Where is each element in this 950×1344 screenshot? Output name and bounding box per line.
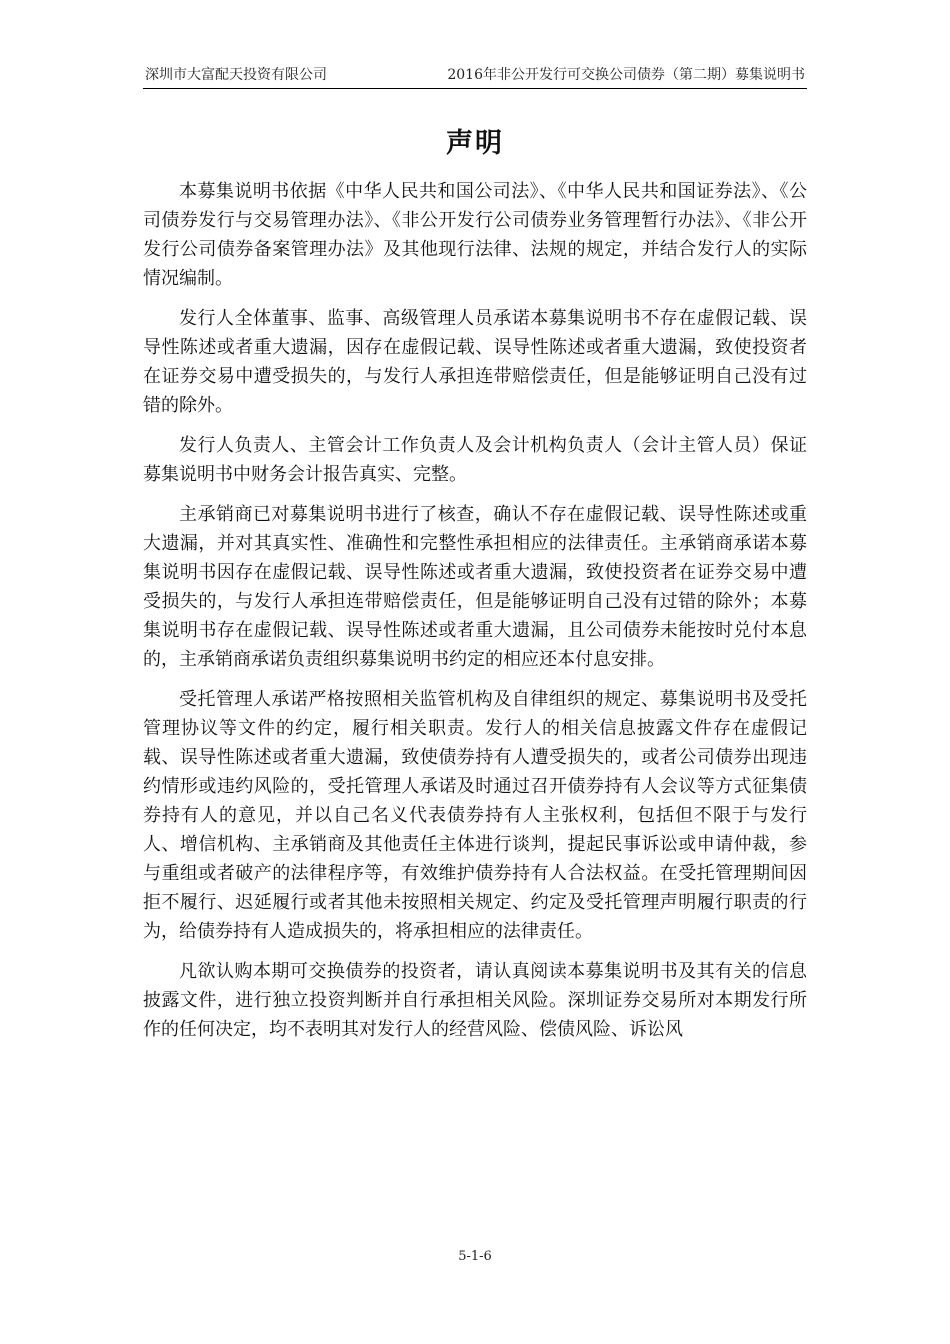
paragraph-trustee-commitment: 受托管理人承诺严格按照相关监管机构及自律组织的规定、募集说明书及受托管理协议等文件的约定，履行相关职责。发行人的相关信息披露文件存在虚假记载、误导性陈述或者重大遗漏，致使债券持有人遭受损失的，或者公司债券出现违约情形或违约风险的，受托管理人承诺及时通过召开债券持有人会议等方式征集债券持有人的意见，并以自己名义代表债券持有人主张权利，包括但不限于与发行人、增信机构、主承销商及其他责任主体进行谈判，提起民事诉讼或申请仲裁，参与重组或者破产的法律程序等，有效维护债券持有人合法权益。在受托管理期间因拒不履行、迟延履行或者其他未按照相关规定、约定及受托管理声明履行职责的行为，给债券持有人造成损失的，将承担相应的法律责任。	[143, 689, 807, 942]
page-header	[143, 64, 807, 89]
paragraph-financial-guarantee: 发行人负责人、主管会计工作负责人及会计机构负责人（会计主管人员）保证募集说明书中财务会计报告真实、完整。	[143, 435, 807, 485]
page-title: 声明	[446, 128, 504, 159]
header-company-name: 深圳市大富配天投资有限公司	[145, 67, 327, 83]
paragraph-directors-commitment: 发行人全体董事、监事、高级管理人员承诺本募集说明书不存在虚假记载、误导性陈述或者重大遗漏，因存在虚假记载、误导性陈述或者重大遗漏，致使投资者在证券交易中遭受损失的，与发行人承担连带赔偿责任，但是能够证明自己没有过错的除外。	[143, 308, 807, 416]
paragraph-underwriter-commitment: 主承销商已对募集说明书进行了核查，确认不存在虚假记载、误导性陈述或重大遗漏，并对其真实性、准确性和完整性承担相应的法律责任。主承销商承诺本募集说明书因存在虚假记载、误导性陈述或者重大遗漏，致使投资者在证券交易中遭受损失的，与发行人承担连带赔偿责任，但是能够证明自己没有过错的除外；本募集说明书存在虚假记载、误导性陈述或者重大遗漏，且公司债券未能按时兑付本息的，主承销商承诺负责组织募集说明书约定的相应还本付息安排。	[143, 504, 807, 670]
header-document-title: 2016年非公开发行可交换公司债券（第二期）募集说明书	[447, 67, 805, 83]
declaration-body	[143, 177, 807, 1055]
paragraph-legal-basis: 本募集说明书依据《中华人民共和国公司法》、《中华人民共和国证券法》、《公司债券发行与交易管理办法》、《非公开发行公司债券业务管理暂行办法》、《非公开发行公司债券备案管理办法》及其他现行法律、法规的规定，并结合发行人的实际情况编制。	[143, 181, 807, 289]
page-number: 5-1-6	[458, 1249, 492, 1264]
paragraph-investor-notice: 凡欲认购本期可交换债券的投资者，请认真阅读本募集说明书及其有关的信息披露文件，进行独立投资判断并自行承担相关风险。深圳证券交易所对本期发行所作的任何决定，均不表明其对发行人的经营风险、偿债风险、诉讼风	[143, 961, 807, 1040]
